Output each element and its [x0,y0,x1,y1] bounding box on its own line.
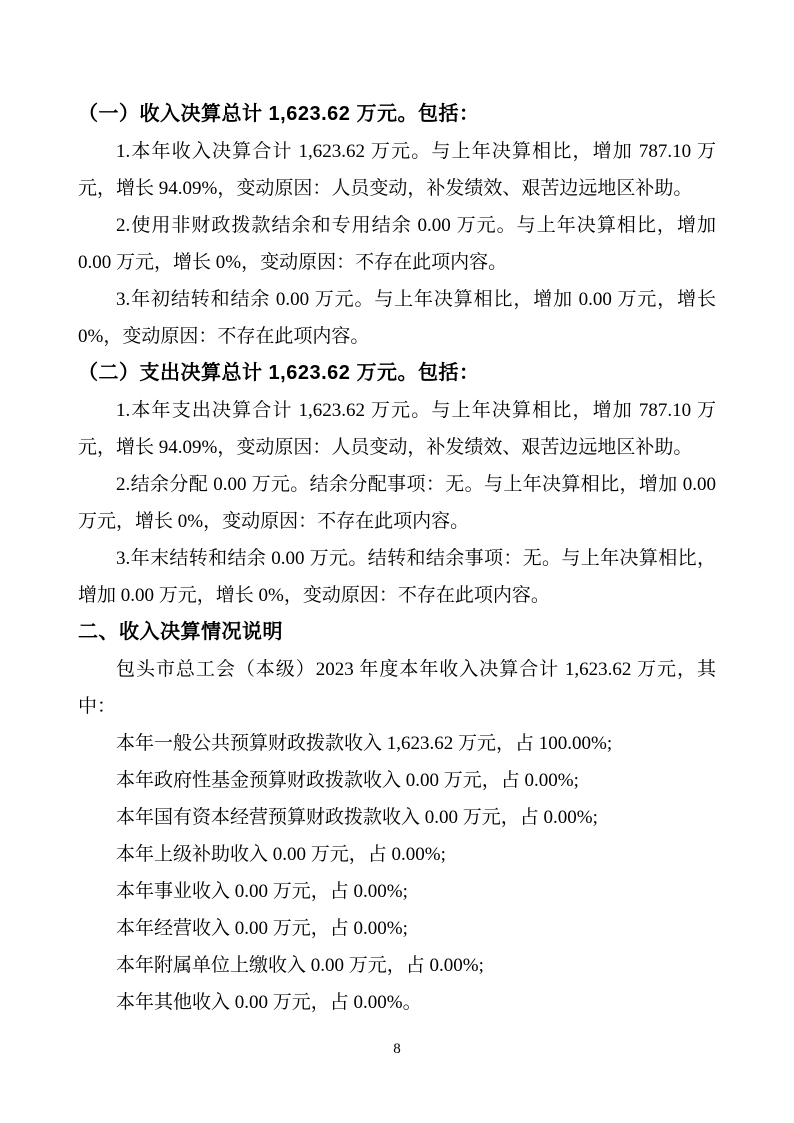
para-income-item-2: 2.使用非财政拨款结余和专用结余 0.00 万元。与上年决算相比，增加 0.00 万元，增长 0%，变动原因：不存在此项内容。 [78,215,716,273]
para-income-operating: 本年经营收入 0.00 万元，占 0.00%; [116,918,408,939]
para-income-state-capital: 本年国有资本经营预算财政拨款收入 0.00 万元，占 0.00%; [116,807,598,828]
heading-income-explanation: 二、收入决算情况说明 [78,621,283,643]
para-income-item-1: 1.本年收入决算合计 1,623.62 万元。与上年决算相比，增加 787.10 万元，增长 94.09%，变动原因：人员变动，补发绩效、艰苦边远地区补助。 [78,141,716,199]
para-income-other: 本年其他收入 0.00 万元，占 0.00%。 [116,992,422,1013]
para-income-government-fund: 本年政府性基金预算财政拨款收入 0.00 万元，占 0.00%; [116,770,579,791]
para-expenditure-item-2: 2.结余分配 0.00 万元。结余分配事项：无。与上年决算相比，增加 0.00 万元，增长 0%，变动原因：不存在此项内容。 [78,474,716,532]
para-income-superior-subsidy: 本年上级补助收入 0.00 万元，占 0.00%; [116,844,446,865]
para-income-subordinate-units: 本年附属单位上缴收入 0.00 万元，占 0.00%; [116,955,484,976]
heading-income-total: （一）收入决算总计 1,623.62 万元。包括： [78,103,480,125]
para-income-item-3: 3.年初结转和结余 0.00 万元。与上年决算相比，增加 0.00 万元，增长 0%，变动原因：不存在此项内容。 [78,289,716,347]
para-income-general-budget: 本年一般公共预算财政拨款收入 1,623.62 万元，占 100.00%; [116,733,613,754]
para-expenditure-item-3: 3.年末结转和结余 0.00 万元。结转和结余事项：无。与上年决算相比，增加 0.00 万元，增长 0%，变动原因：不存在此项内容。 [78,548,716,606]
para-income-institutional: 本年事业收入 0.00 万元，占 0.00%; [116,881,408,902]
para-income-summary: 包头市总工会（本级）2023 年度本年收入决算合计 1,623.62 万元，其中： [78,659,716,717]
page-footer [0,1040,794,1058]
heading-expenditure-total: （二）支出决算总计 1,623.62 万元。包括： [78,362,480,384]
para-expenditure-item-1: 1.本年支出决算合计 1,623.62 万元。与上年决算相比，增加 787.10 万元，增长 94.09%，变动原因：人员变动，补发绩效、艰苦边远地区补助。 [78,400,716,458]
page-number: 8 [393,1041,401,1057]
document-content [78,96,716,1021]
